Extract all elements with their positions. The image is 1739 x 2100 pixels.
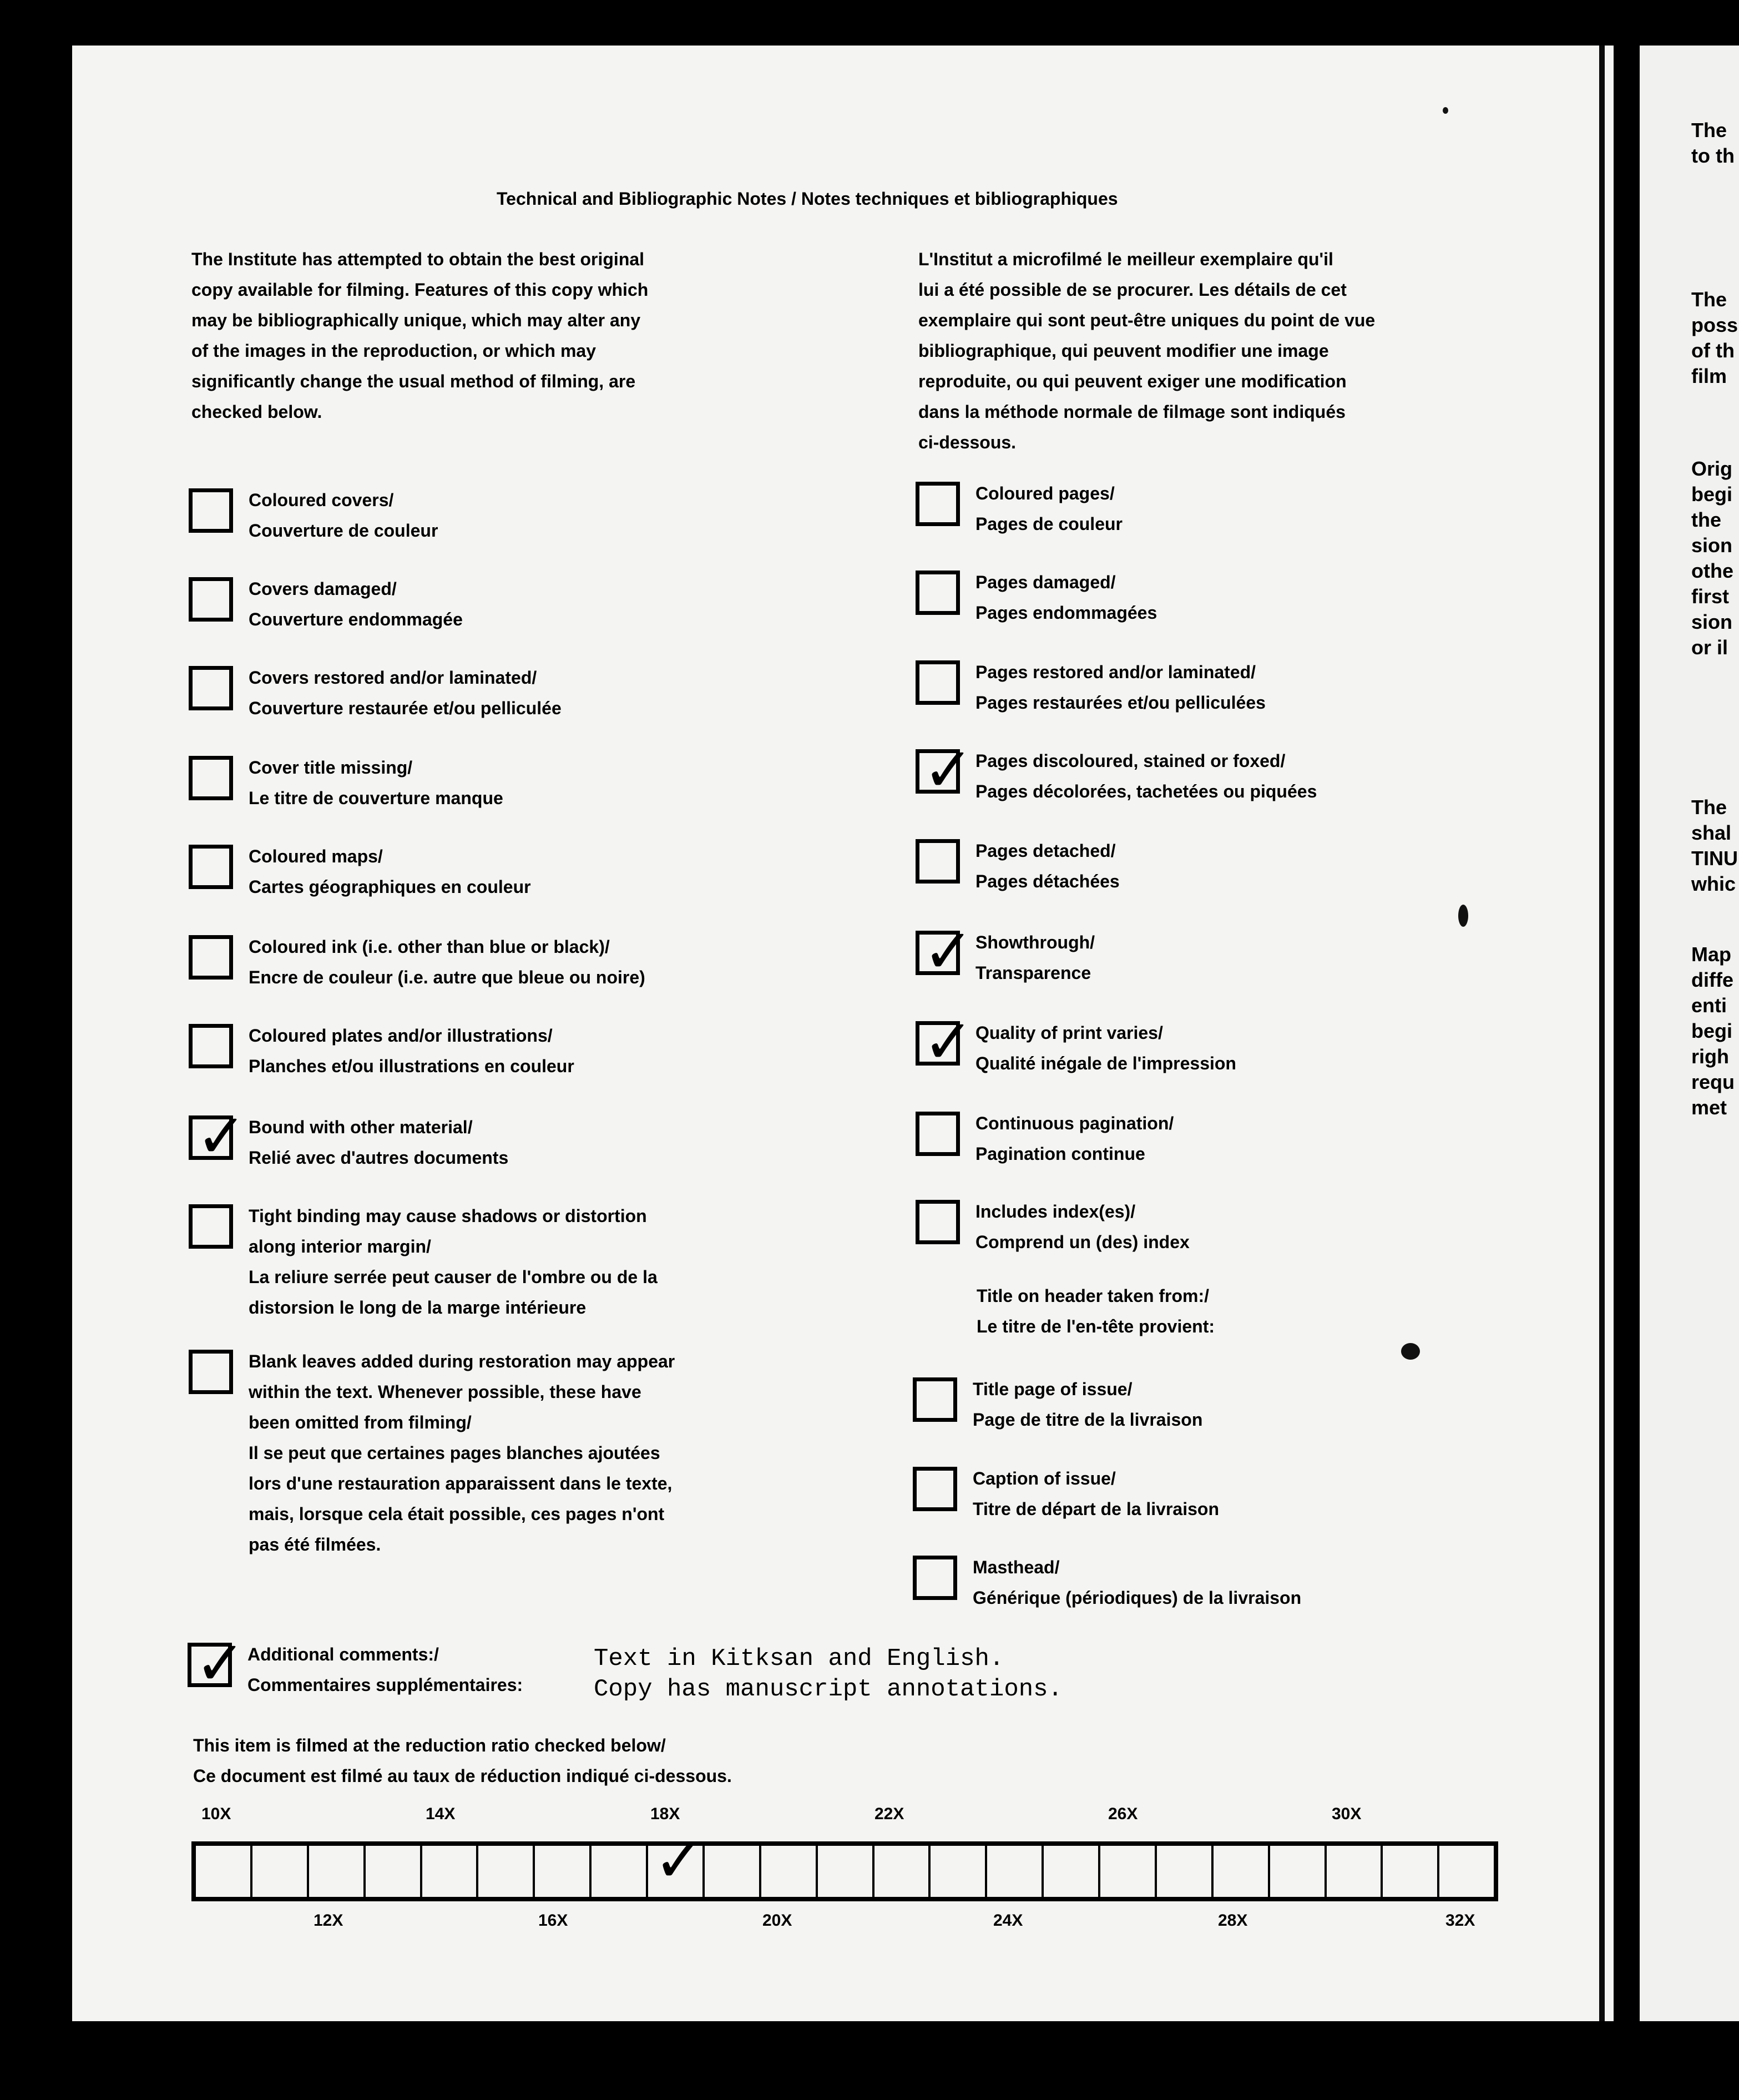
intro-line: dans la méthode normale de filmage sont indiqués bbox=[918, 402, 1346, 422]
dust-speck bbox=[1443, 107, 1448, 114]
checklist-label-line: Pages détachées bbox=[975, 871, 1120, 891]
binding-edge bbox=[1599, 46, 1605, 2021]
ratio-cell[interactable] bbox=[1155, 1846, 1211, 1897]
checklist-label-line: Encre de couleur (i.e. autre que bleue ou noire) bbox=[249, 967, 645, 987]
ratio-cell[interactable] bbox=[872, 1846, 929, 1897]
ratio-cell[interactable] bbox=[196, 1846, 250, 1897]
checklist-label-line: Cover title missing/ bbox=[249, 758, 413, 778]
checklist-label-line: Continuous pagination/ bbox=[975, 1113, 1174, 1133]
check-mark-icon: ✓ bbox=[654, 1826, 705, 1895]
intro-line: may be bibliographically unique, which may alter any bbox=[191, 310, 641, 330]
fragment-line: begi bbox=[1691, 1019, 1733, 1042]
checklist-checkbox[interactable] bbox=[189, 577, 233, 622]
ratio-label-bottom: 20X bbox=[762, 1911, 792, 1930]
adjacent-page-fragment bbox=[1691, 942, 1735, 1120]
ratio-label-bottom: 28X bbox=[1218, 1911, 1248, 1930]
page-title: Technical and Bibliographic Notes / Notes techniques et bibliographiques bbox=[497, 189, 1118, 209]
intro-line: bibliographique, qui peuvent modifier une image bbox=[918, 341, 1329, 361]
checklist-label-line: Coloured plates and/or illustrations/ bbox=[249, 1026, 553, 1046]
adjacent-page-fragment bbox=[1691, 456, 1733, 660]
ratio-label-top: 22X bbox=[874, 1805, 904, 1823]
checklist-label-line: Pages décolorées, tachetées ou piquées bbox=[975, 781, 1317, 801]
fragment-line: poss bbox=[1691, 314, 1738, 336]
checklist-label-line: Showthrough/ bbox=[975, 932, 1095, 952]
checklist-label-line: Titre de départ de la livraison bbox=[973, 1499, 1219, 1519]
fragment-line: to th bbox=[1691, 144, 1735, 167]
checklist-label-line: Coloured ink (i.e. other than blue or black)/ bbox=[249, 937, 610, 957]
header-source-line: Title on header taken from:/ bbox=[977, 1286, 1210, 1306]
checklist-label bbox=[249, 1201, 792, 1323]
checklist-label-line: Pagination continue bbox=[975, 1144, 1145, 1164]
checklist-checkbox[interactable] bbox=[189, 1204, 233, 1249]
checklist-label-line: Caption of issue/ bbox=[973, 1468, 1116, 1488]
checklist-label bbox=[249, 1112, 792, 1173]
dust-speck bbox=[1458, 905, 1468, 927]
checklist-label-line: Pages damaged/ bbox=[975, 572, 1116, 592]
checklist-label-line: Transparence bbox=[975, 963, 1091, 983]
checklist-label bbox=[975, 927, 1519, 988]
additional-comments-checkbox[interactable] bbox=[188, 1629, 246, 1698]
checklist-label-line: Comprend un (des) index bbox=[975, 1232, 1190, 1252]
checklist-label-line: within the text. Whenever possible, these have bbox=[249, 1382, 641, 1402]
ratio-cell[interactable] bbox=[985, 1846, 1042, 1897]
intro-line: reproduite, ou qui peuvent exiger une modification bbox=[918, 371, 1347, 391]
fragment-line: or il bbox=[1691, 636, 1728, 659]
ratio-cell[interactable] bbox=[816, 1846, 872, 1897]
check-mark-icon: ✓ bbox=[923, 1008, 974, 1076]
fragment-line: Orig bbox=[1691, 457, 1733, 480]
intro-line: significantly change the usual method of filming, are bbox=[191, 371, 636, 391]
checklist-label-line: Blank leaves added during restoration may appear bbox=[249, 1351, 675, 1371]
checklist-checkbox[interactable] bbox=[916, 736, 974, 804]
comments-label-line: Additional comments:/ bbox=[247, 1644, 439, 1664]
checklist-label-line: Couverture endommagée bbox=[249, 609, 463, 629]
ratio-cell[interactable] bbox=[1211, 1846, 1268, 1897]
ratio-cell[interactable] bbox=[1437, 1846, 1494, 1897]
checklist-label-line: Title page of issue/ bbox=[973, 1379, 1133, 1399]
checklist-label-line: Coloured covers/ bbox=[249, 490, 394, 510]
ratio-cell[interactable] bbox=[420, 1846, 477, 1897]
checklist-label-line: Pages discoloured, stained or foxed/ bbox=[975, 751, 1286, 771]
ratio-cell[interactable] bbox=[1268, 1846, 1325, 1897]
checklist-checkbox[interactable] bbox=[189, 1350, 233, 1394]
checklist-label-line: Il se peut que certaines pages blanches ajoutées bbox=[249, 1443, 660, 1463]
checklist-checkbox[interactable] bbox=[916, 917, 974, 986]
intro-line: exemplaire qui sont peut-être uniques du point de vue bbox=[918, 310, 1376, 330]
checklist-label bbox=[249, 1021, 792, 1082]
ratio-cell[interactable] bbox=[250, 1846, 307, 1897]
checklist-label bbox=[249, 485, 792, 546]
checklist-checkbox[interactable] bbox=[916, 1200, 960, 1244]
checklist-checkbox[interactable] bbox=[913, 1556, 957, 1600]
checklist-label bbox=[975, 746, 1519, 807]
intro-line: checked below. bbox=[191, 402, 322, 422]
ratio-cell[interactable] bbox=[759, 1846, 816, 1897]
checklist-label bbox=[249, 663, 792, 724]
ratio-text-line: This item is filmed at the reduction ratio checked below/ bbox=[193, 1735, 666, 1755]
comments-label-line: Commentaires supplémentaires: bbox=[247, 1675, 523, 1695]
checklist-label bbox=[249, 932, 792, 993]
checklist-label-line: Includes index(es)/ bbox=[975, 1202, 1136, 1221]
reduction-ratio-text bbox=[193, 1730, 732, 1791]
fragment-line: righ bbox=[1691, 1045, 1729, 1068]
checklist-label-line: mais, lorsque cela était possible, ces pages n'ont bbox=[249, 1504, 665, 1524]
adjacent-page-fragment bbox=[1691, 795, 1738, 897]
checklist-checkbox[interactable] bbox=[913, 1467, 957, 1511]
ratio-label-bottom: 12X bbox=[314, 1911, 343, 1930]
checklist-checkbox[interactable] bbox=[916, 571, 960, 615]
header-source-line: Le titre de l'en-tête provient: bbox=[977, 1316, 1215, 1336]
intro-line: The Institute has attempted to obtain the best original bbox=[191, 249, 645, 269]
fragment-line: whic bbox=[1691, 872, 1736, 895]
fragment-line: sion bbox=[1691, 534, 1733, 557]
checklist-label-line: Pages restored and/or laminated/ bbox=[975, 662, 1256, 682]
intro-line: copy available for filming. Features of this copy which bbox=[191, 280, 649, 300]
checklist-label-line: Couverture restaurée et/ou pelliculée bbox=[249, 698, 562, 718]
adjacent-page-fragment bbox=[1691, 287, 1738, 389]
ratio-label-top: 14X bbox=[426, 1805, 456, 1823]
checklist-checkbox[interactable] bbox=[916, 1112, 960, 1156]
checklist-label-line: Tight binding may cause shadows or distortion bbox=[249, 1206, 647, 1226]
checklist-label bbox=[975, 657, 1519, 718]
checklist-label-line: been omitted from filming/ bbox=[249, 1412, 472, 1432]
check-mark-icon: ✓ bbox=[195, 1629, 246, 1698]
fragment-line: begi bbox=[1691, 483, 1733, 506]
checklist-label-line: Le titre de couverture manque bbox=[249, 788, 503, 808]
checklist-label bbox=[975, 478, 1519, 539]
checklist-label bbox=[975, 1018, 1519, 1079]
checklist-label-line: pas été filmées. bbox=[249, 1534, 381, 1554]
fragment-line: requ bbox=[1691, 1071, 1735, 1093]
fragment-line: of th bbox=[1691, 339, 1735, 362]
checklist-checkbox[interactable] bbox=[189, 1024, 233, 1068]
checklist-label-line: Relié avec d'autres documents bbox=[249, 1148, 509, 1168]
ratio-label-top: 18X bbox=[650, 1805, 680, 1823]
checklist-label-line: Planches et/ou illustrations en couleur bbox=[249, 1056, 574, 1076]
check-mark-icon: ✓ bbox=[923, 917, 974, 986]
fragment-line: The bbox=[1691, 119, 1727, 142]
checklist-checkbox[interactable] bbox=[189, 666, 233, 710]
ratio-cell[interactable] bbox=[646, 1826, 705, 1897]
checklist-checkbox[interactable] bbox=[189, 756, 233, 800]
ratio-cell[interactable] bbox=[702, 1846, 759, 1897]
checklist-label-line: Quality of print varies/ bbox=[975, 1023, 1163, 1043]
checklist-checkbox[interactable] bbox=[913, 1377, 957, 1422]
checklist-checkbox[interactable] bbox=[189, 845, 233, 889]
ratio-label-bottom: 32X bbox=[1445, 1911, 1475, 1930]
ratio-cell[interactable] bbox=[589, 1846, 646, 1897]
checklist-checkbox[interactable] bbox=[189, 1102, 247, 1170]
ratio-cell[interactable] bbox=[476, 1846, 533, 1897]
fragment-line: met bbox=[1691, 1096, 1727, 1119]
fragment-line: shal bbox=[1691, 821, 1732, 844]
checklist-label-line: Pages detached/ bbox=[975, 841, 1116, 861]
ratio-cell[interactable] bbox=[928, 1846, 985, 1897]
fragment-line: othe bbox=[1691, 559, 1733, 582]
checklist-label-line: along interior margin/ bbox=[249, 1236, 431, 1256]
checklist-label bbox=[249, 1346, 792, 1560]
checklist-label-line: lors d'une restauration apparaissent dans le texte, bbox=[249, 1473, 673, 1493]
checklist-checkbox[interactable] bbox=[916, 482, 960, 526]
checklist-checkbox[interactable] bbox=[916, 1008, 974, 1076]
check-mark-icon: ✓ bbox=[923, 736, 974, 804]
ratio-label-top: 10X bbox=[201, 1805, 231, 1823]
fragment-line: TINU bbox=[1691, 847, 1738, 870]
checklist-label-line: Covers damaged/ bbox=[249, 579, 397, 599]
ratio-text-line: Ce document est filmé au taux de réduction indiqué ci-dessous. bbox=[193, 1766, 732, 1786]
fragment-line: The bbox=[1691, 288, 1727, 311]
ratio-cell[interactable] bbox=[307, 1846, 363, 1897]
checklist-label bbox=[975, 1197, 1519, 1258]
checklist-label-line: Pages restaurées et/ou pelliculées bbox=[975, 693, 1266, 713]
ratio-cell[interactable] bbox=[1042, 1846, 1098, 1897]
ratio-label-top: 30X bbox=[1332, 1805, 1362, 1823]
checklist-label-line: Couverture de couleur bbox=[249, 521, 438, 541]
ratio-label-top: 26X bbox=[1108, 1805, 1138, 1823]
checklist-label-line: La reliure serrée peut causer de l'ombre ou de la bbox=[249, 1267, 658, 1287]
fragment-line: the bbox=[1691, 508, 1721, 531]
checklist-label bbox=[973, 1463, 1516, 1524]
checklist-label bbox=[973, 1374, 1516, 1435]
intro-line: L'Institut a microfilmé le meilleur exemplaire qu'il bbox=[918, 249, 1333, 269]
checklist-label-line: Page de titre de la livraison bbox=[973, 1410, 1203, 1430]
reduction-scale-bar bbox=[191, 1826, 1498, 1901]
fragment-line: sion bbox=[1691, 610, 1733, 633]
checklist-checkbox[interactable] bbox=[916, 660, 960, 705]
fragment-line: diffe bbox=[1691, 968, 1733, 991]
intro-line: of the images in the reproduction, or which may bbox=[191, 341, 596, 361]
fragment-line: first bbox=[1691, 585, 1730, 608]
additional-comments-text bbox=[594, 1644, 1063, 1705]
fragment-line: Map bbox=[1691, 943, 1731, 966]
checklist-label-line: Bound with other material/ bbox=[249, 1117, 473, 1137]
checklist-label-line: distorsion le long de la marge intérieure bbox=[249, 1298, 587, 1317]
fragment-line: The bbox=[1691, 796, 1727, 819]
checklist-label-line: Coloured pages/ bbox=[975, 483, 1115, 503]
checklist-label-line: Pages de couleur bbox=[975, 514, 1123, 534]
ratio-label-bottom: 24X bbox=[993, 1911, 1023, 1930]
adjacent-page bbox=[1640, 46, 1739, 2021]
checklist-label bbox=[975, 1108, 1519, 1169]
checklist-checkbox[interactable] bbox=[189, 935, 233, 980]
ratio-cell[interactable] bbox=[1381, 1846, 1437, 1897]
check-mark-icon: ✓ bbox=[196, 1102, 247, 1170]
checklist-label bbox=[249, 841, 792, 902]
checklist-label-line: Générique (périodiques) de la livraison bbox=[973, 1588, 1302, 1608]
checklist-label bbox=[975, 836, 1519, 897]
intro-french bbox=[918, 244, 1375, 458]
dust-speck bbox=[1401, 1343, 1420, 1360]
checklist-label-line: Covers restored and/or laminated/ bbox=[249, 668, 537, 688]
fragment-line: enti bbox=[1691, 994, 1727, 1017]
intro-line: ci-dessous. bbox=[918, 432, 1017, 452]
ratio-cell[interactable] bbox=[1325, 1846, 1381, 1897]
checklist-label bbox=[975, 567, 1519, 628]
ratio-cell[interactable] bbox=[533, 1846, 589, 1897]
checklist-label bbox=[973, 1552, 1516, 1613]
ratio-cell[interactable] bbox=[1098, 1846, 1155, 1897]
ratio-label-bottom: 16X bbox=[538, 1911, 568, 1930]
intro-line: lui a été possible de se procurer. Les détails de cet bbox=[918, 280, 1347, 300]
ratio-cell[interactable] bbox=[363, 1846, 420, 1897]
intro-english bbox=[191, 244, 648, 427]
checklist-checkbox[interactable] bbox=[189, 488, 233, 533]
checklist-checkbox[interactable] bbox=[916, 839, 960, 884]
checklist-label bbox=[249, 753, 792, 814]
adjacent-page-fragment bbox=[1691, 118, 1735, 169]
comments-value-line: Text in Kitksan and English. bbox=[594, 1645, 1004, 1673]
checklist-label-line: Cartes géographiques en couleur bbox=[249, 877, 531, 897]
fragment-line: film bbox=[1691, 365, 1727, 387]
checklist-label-line: Qualité inégale de l'impression bbox=[975, 1053, 1236, 1073]
checklist-label-line: Coloured maps/ bbox=[249, 846, 383, 866]
comments-value-line: Copy has manuscript annotations. bbox=[594, 1675, 1063, 1703]
checklist-label-line: Masthead/ bbox=[973, 1557, 1060, 1577]
checklist-label-line: Pages endommagées bbox=[975, 603, 1157, 623]
checklist-label bbox=[249, 574, 792, 635]
header-source-label bbox=[977, 1281, 1215, 1342]
